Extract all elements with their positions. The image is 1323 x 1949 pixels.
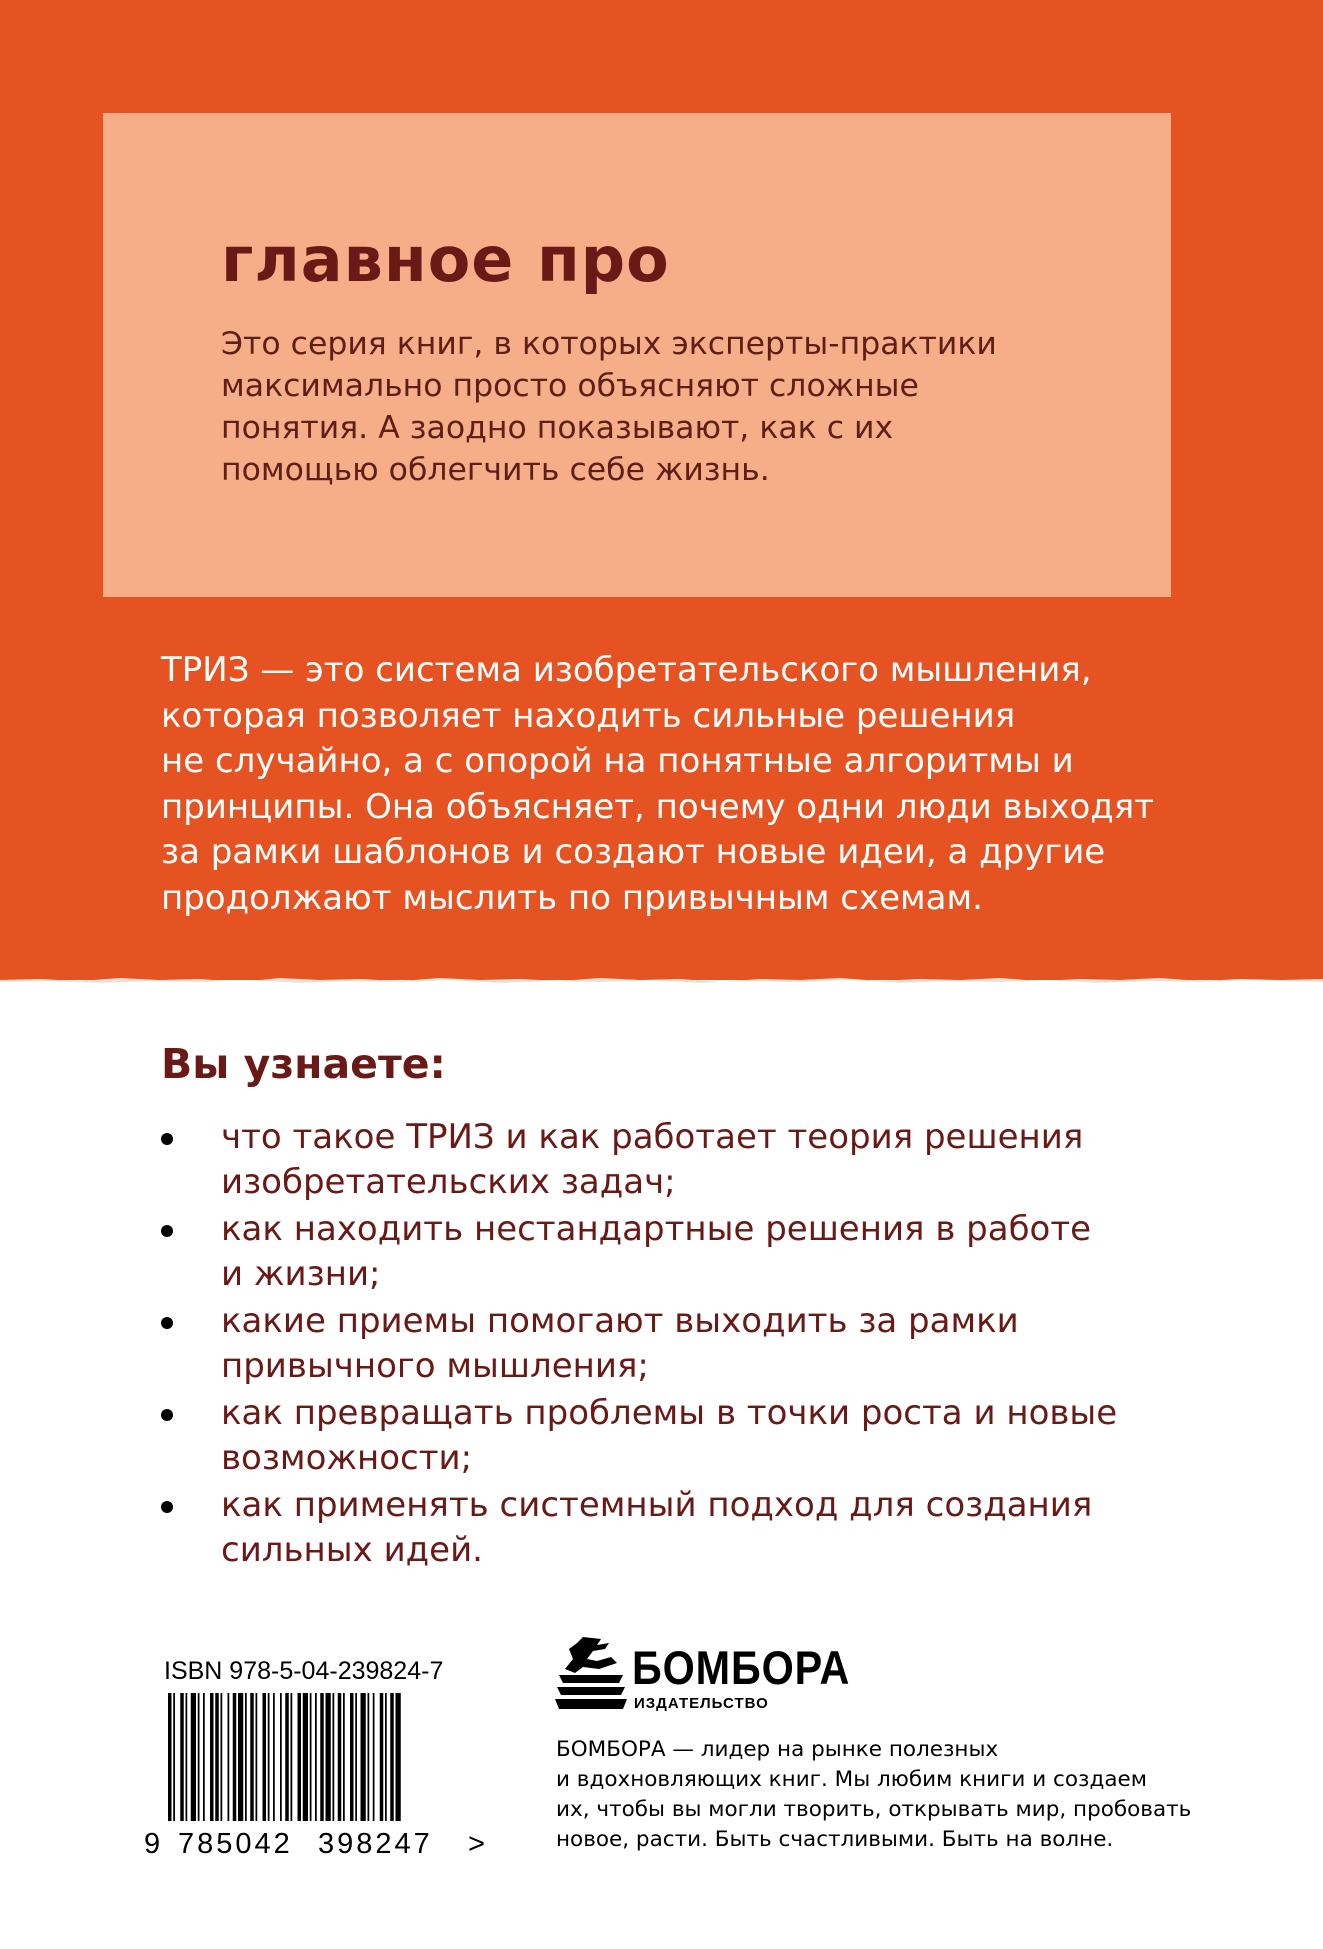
series-promo-box — [103, 113, 1171, 597]
barcode-bar — [355, 1693, 357, 1821]
barcode-bar — [273, 1693, 275, 1821]
barcode-bar — [280, 1693, 282, 1821]
bullet-icon — [161, 1501, 173, 1513]
learn-item-line: и жизни; — [221, 1254, 381, 1294]
barcode-bar — [343, 1693, 345, 1821]
barcode-bar — [396, 1693, 401, 1821]
barcode-digit-end: > — [468, 1828, 485, 1858]
book-description-line: принципы. Она объясняет, почему одни люди выходят — [161, 786, 1155, 827]
book-description-line: за рамки шаблонов и создают новые идеи, а другие — [161, 832, 1106, 872]
series-title: главное про — [221, 223, 670, 296]
learn-item-line: что такое ТРИЗ и как работает теория решения — [221, 1117, 1084, 1157]
barcode-bar — [303, 1693, 308, 1821]
barcode-bar — [368, 1693, 370, 1821]
bullet-icon — [161, 1133, 173, 1145]
learn-item-line: возможности; — [221, 1438, 473, 1478]
torn-paper-edge — [0, 968, 1323, 992]
barcode-bar — [168, 1693, 172, 1821]
publisher-description-line: и вдохновляющих книг. Мы любим книги и создаем — [556, 1767, 1147, 1792]
series-description-line: Это серия книг, в которых эксперты-практики — [221, 326, 997, 362]
barcode-bar — [238, 1693, 243, 1821]
learn-item-line: привычного мышления; — [221, 1346, 649, 1386]
barcode-bar — [268, 1693, 270, 1821]
bombora-logo-icon — [553, 1635, 629, 1713]
bullet-icon — [161, 1225, 173, 1237]
barcode-bar — [320, 1693, 324, 1821]
barcode-bar — [250, 1693, 254, 1821]
book-description-line: ТРИЗ — это система изобретательского мышления, — [161, 650, 1092, 690]
barcode-bar — [385, 1693, 387, 1821]
publisher-description — [556, 1735, 1216, 1855]
barcode-bar — [198, 1693, 200, 1821]
barcode-digit-lead: 9 — [144, 1828, 161, 1858]
bullet-icon — [161, 1409, 173, 1421]
publisher-description-line: БОМБОРА — лидер на рынке полезных — [556, 1737, 999, 1762]
series-description — [221, 323, 1141, 491]
barcode-bar — [361, 1693, 366, 1821]
barcode — [140, 1693, 498, 1858]
learn-heading: Вы узнаете: — [161, 1040, 446, 1088]
book-description-line: не случайно, а с опорой на понятные алгоритмы и — [161, 741, 1074, 781]
learn-item-line: сильных идей. — [221, 1530, 483, 1570]
isbn-label: ISBN 978-5-04-239824-7 — [164, 1657, 444, 1685]
series-description-line: понятия. А заодно показывают, как с их — [221, 410, 894, 446]
barcode-bars — [168, 1693, 401, 1821]
barcode-bar — [380, 1693, 384, 1821]
learn-item-line: какие приемы помогают выходить за рамки — [221, 1301, 1019, 1341]
publisher-logo-subtitle: ИЗДАТЕЛЬСТВО — [634, 1695, 769, 1712]
barcode-bar — [215, 1693, 219, 1821]
barcode-bar — [203, 1693, 205, 1821]
barcode-bar — [390, 1693, 394, 1821]
barcode-bar — [333, 1693, 335, 1821]
learn-item-line: как применять системный подход для создания — [221, 1485, 1093, 1525]
barcode-bar — [180, 1693, 184, 1821]
book-description — [161, 648, 1271, 921]
learn-list-item — [161, 1115, 1261, 1207]
learn-item-line: как находить нестандартные решения в работе — [221, 1209, 1092, 1249]
series-description-line: максимально просто объясняют сложные — [221, 368, 919, 404]
barcode-bar — [233, 1693, 237, 1821]
barcode-bar — [256, 1693, 258, 1821]
barcode-bar — [338, 1693, 342, 1821]
learn-item-line: изобретательских задач; — [221, 1162, 676, 1202]
bullet-icon — [161, 1317, 173, 1329]
learn-list-item — [161, 1299, 1261, 1391]
publisher-description-line: новое, расти. Быть счастливыми. Быть на волне. — [556, 1827, 1114, 1852]
barcode-bar — [310, 1693, 312, 1821]
learn-list-item — [161, 1483, 1261, 1575]
learn-list-item — [161, 1391, 1261, 1483]
series-description-line: помощью облегчить себе жизнь. — [221, 452, 770, 488]
barcode-bar — [285, 1693, 289, 1821]
barcode-bar — [315, 1693, 317, 1821]
barcode-bar — [186, 1693, 188, 1821]
barcode-bar — [221, 1693, 223, 1821]
learn-item-line: как превращать проблемы в точки роста и новые — [221, 1393, 1118, 1433]
barcode-bar — [373, 1693, 375, 1821]
barcode-bar — [173, 1693, 175, 1821]
barcode-digits-right: 398247 — [318, 1828, 433, 1858]
barcode-bar — [350, 1693, 354, 1821]
learn-list — [161, 1115, 1261, 1575]
learn-list-item — [161, 1207, 1261, 1299]
barcode-bar — [210, 1693, 214, 1821]
barcode-bar — [228, 1693, 230, 1821]
book-description-line: которая позволяет находить сильные решения — [161, 695, 1016, 736]
barcode-bar — [245, 1693, 247, 1821]
barcode-digits-left: 785042 — [178, 1828, 293, 1858]
barcode-bar — [263, 1693, 267, 1821]
barcode-bar — [298, 1693, 302, 1821]
barcode-bar — [291, 1693, 293, 1821]
book-description-line: продолжают мыслить по привычным схемам. — [161, 877, 983, 918]
barcode-bar — [326, 1693, 331, 1821]
publisher-description-line: их, чтобы вы могли творить, открывать мир, пробовать — [556, 1797, 1192, 1822]
barcode-bar — [191, 1693, 196, 1821]
publisher-logo-name: БОМБОРА — [632, 1641, 851, 1694]
